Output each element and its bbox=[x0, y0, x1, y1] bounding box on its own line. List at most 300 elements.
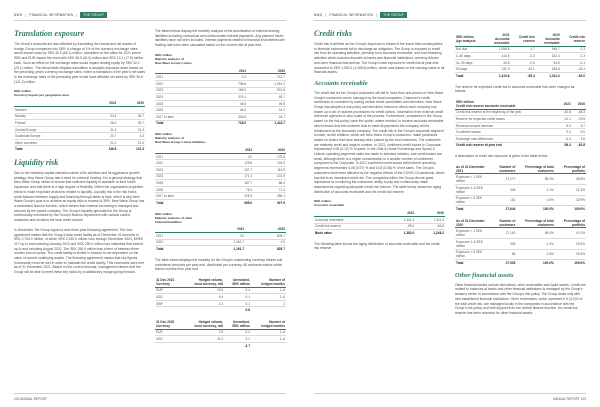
row-label: Exposure 1–5 SEK million bbox=[455, 238, 487, 249]
cell-value: Hedged volume, local currency, mill bbox=[183, 319, 225, 329]
cell-value: 176.8 bbox=[253, 153, 286, 160]
row-label: Reserve for expected credit losses bbox=[455, 116, 558, 123]
cell-value: 88.4 bbox=[253, 180, 286, 187]
cell-value: 98.4% bbox=[516, 228, 554, 239]
cell-value: 76.2 bbox=[220, 186, 253, 193]
data-table bbox=[155, 227, 286, 252]
cell-value: 26.4% bbox=[555, 249, 586, 260]
row-label: 2021 bbox=[155, 153, 220, 160]
cell-value: 1,161.7 bbox=[193, 239, 245, 246]
cell-value: 379.1 bbox=[216, 94, 247, 101]
table-row bbox=[14, 106, 145, 113]
cell-value: 1.2% bbox=[516, 238, 554, 249]
row-label: Confirmed losses bbox=[455, 129, 558, 136]
table-row bbox=[155, 186, 286, 193]
table-total-row bbox=[155, 120, 286, 126]
table-header-row bbox=[155, 277, 286, 287]
cell-value: Credit risk reserve bbox=[511, 32, 536, 46]
row-label: 31 Dec 2020 Currency bbox=[155, 319, 183, 329]
cell-value: 736.8 bbox=[216, 81, 247, 88]
table-futures-2021 bbox=[155, 277, 286, 313]
row-label: Exposure < 1 SEK million bbox=[455, 174, 487, 185]
cell-value: 121.3 bbox=[117, 146, 145, 152]
cell-value: 100.0% bbox=[516, 206, 554, 212]
paragraph: The following table shows the aging distribution of accounts receivable and the credit risk reserve. bbox=[314, 241, 440, 251]
table-row bbox=[155, 160, 286, 167]
cell-value: -0.3 bbox=[511, 53, 536, 60]
cell-value: 1,444.7 bbox=[247, 120, 286, 126]
cell-value: 0.3% bbox=[516, 249, 554, 260]
table-row bbox=[14, 113, 145, 120]
cell-value bbox=[251, 342, 286, 348]
cell-value: 100.0% bbox=[555, 206, 586, 212]
cell-value: 2020 bbox=[253, 147, 286, 153]
table-total-row bbox=[155, 307, 286, 313]
cell-value: 2021 bbox=[90, 100, 118, 106]
table-total-row bbox=[155, 199, 286, 205]
row-label: 2027 or later bbox=[155, 193, 220, 200]
table-row bbox=[155, 329, 286, 336]
cell-value: 46.0 bbox=[216, 107, 247, 114]
row-label: Total bbox=[455, 72, 486, 78]
table-row bbox=[455, 238, 586, 249]
cell-value bbox=[183, 342, 225, 348]
table-row bbox=[455, 129, 586, 136]
table-row bbox=[155, 180, 286, 187]
data-table bbox=[155, 277, 286, 313]
cell-value: 49.8 bbox=[247, 100, 286, 107]
row-label: Central Europe bbox=[14, 126, 90, 133]
cell-value: 4.1 bbox=[224, 336, 251, 343]
cell-value: -45.1 bbox=[561, 66, 586, 73]
row-label: Total bbox=[455, 260, 487, 266]
cell-value: -2.3 bbox=[561, 53, 586, 60]
row-label: Exposure < 1 SEK million bbox=[455, 228, 487, 239]
paragraph: Other financial assets include derivatives, other receivables and liquid assets. Credit risk related to balances at banks and other financial institutions is managed by the Group's treasury center in accordance with the Group's risk policy. The Group deals only with well-established financial institutions. Other receivables, which represent 6.9 (4.2)% of the total credit risk, are managed locally in the companies in accordance with the Group's risk policy and with support from the central finance function. No credit risk reserve has been recorded for other financial assets. bbox=[455, 282, 586, 315]
table-row bbox=[155, 294, 286, 301]
cell-value: 215.3 bbox=[220, 193, 253, 200]
cell-value: 45.7 bbox=[117, 113, 145, 120]
cell-value: -0.5 bbox=[511, 59, 536, 66]
cell-value: 927.9 bbox=[253, 199, 286, 205]
table-total-row bbox=[455, 260, 586, 266]
cell-value: Number of customers bbox=[487, 218, 516, 228]
row-label: Accounts receivable bbox=[314, 216, 386, 223]
heading-other-financial-assets: Other financial assets bbox=[455, 271, 514, 279]
row-label: Total bbox=[155, 246, 193, 252]
table-row bbox=[155, 193, 286, 200]
cell-value: 2021 Accounts receivable bbox=[486, 32, 511, 46]
cell-value: 34.4 bbox=[90, 113, 118, 120]
cell-value: 712.7 bbox=[247, 74, 286, 81]
cell-value: Percentage of portfolio bbox=[555, 164, 586, 174]
row-label: 2022 bbox=[155, 81, 216, 88]
table-row bbox=[155, 300, 286, 307]
table-total-row bbox=[455, 72, 586, 78]
table-row bbox=[14, 126, 145, 133]
cell-value: 2020 bbox=[245, 227, 286, 233]
table-other-liabilities bbox=[155, 212, 286, 252]
cell-value: -2.3 bbox=[561, 46, 586, 53]
cell-value: 0.3 bbox=[216, 74, 247, 81]
row-label: Not due bbox=[455, 46, 486, 53]
row-label: Other countries bbox=[14, 139, 90, 146]
cell-value: 0.1 bbox=[224, 300, 251, 307]
table-row bbox=[455, 116, 586, 123]
cell-value: 107.7 bbox=[220, 166, 253, 173]
paragraph: Credit risk is defined as the Group's exposure to losses in the event that counterparties to financial instruments fail to discharge an obligation. The Group is exposed to credit risk from its operating activities, primarily from accounts receivable, and from financing activities which includes deposits at banks and financial institutions, currency futures and other financial instruments. The Group's total exposure to credit risk at year-end amounted to SEK 1,391.0 (1,408.8) million, which was based on the carrying value of all financial assets. bbox=[314, 42, 445, 75]
cell-value: 2.1 bbox=[183, 300, 225, 307]
cell-value: 1,413.6 bbox=[486, 72, 511, 78]
paragraph: The Group's accounts are also affected by translating the results and net assets of foreign Group companies into SEK. A change of 1% of the currency exchange rates would impact sales by SEK 40.9 (45.1) million, calculated on the sales for 2021 where SEK and EUR impact the most with SEK 36.9 (40.0) million and SEK 13.1 (17.5) million each. Such an effect on the exchange rates would impact closing equity by SEK 32.2 (29.1) million. The below table displays translation to analysis exposure when based on the preceding year's currency exchange rates, where a translation of the year's net sales to the exchange rates of the preceding year would have affected net sales by SEK 36.6 (121.3) million. bbox=[14, 42, 146, 84]
paragraph: A description of credit risk exposure is given in the table below. bbox=[455, 154, 548, 159]
table-total-row bbox=[314, 230, 445, 236]
cell-value: Unrealized, SEK million bbox=[224, 319, 251, 329]
cell-value: 2.5 bbox=[183, 329, 225, 336]
row-label bbox=[155, 307, 183, 313]
cell-value: 2020 bbox=[415, 210, 445, 216]
cell-value: 9.3 bbox=[558, 129, 572, 136]
table-row bbox=[155, 336, 286, 343]
cell-value: 86 bbox=[487, 249, 516, 260]
row-label: 2026 bbox=[155, 186, 220, 193]
cell-value: 0.4 bbox=[224, 287, 251, 294]
cell-value: 2021 bbox=[558, 99, 572, 109]
table-row bbox=[314, 223, 445, 230]
cell-value: -49.1 bbox=[511, 66, 536, 73]
table-row bbox=[314, 216, 445, 223]
cell-value: 1,058.8 bbox=[486, 46, 511, 53]
paragraph: In December, the Group signed a new three-year financing agreement. The new agreement means that the Group's total credit facility as of December 31 amounts to SEK 2,700.0 million, of which SEK 2,150.0 million runs through December 2024, MSEK 217 up to and including January 2024 and SEK 250.0 million has maturities that extend up to and including August 2022. The SEK 250.0 million has a term of between three months and six years. The credit facility is limited in amount to not dependent on the value of current underlying assets. The financing agreement means that key figures (covenants) must be met in order to maintain the credit facility. This covenants were met as of 31 December 2021. Based on the current forecast, management deems that the Group will be able to meet these key ratios by a satisfactory margin going forward. bbox=[14, 227, 144, 275]
heading-credit-risks: Credit risks bbox=[314, 29, 353, 38]
header-current: THE GROUP bbox=[380, 12, 407, 18]
cell-value: Hedged volume, local currency, mill bbox=[183, 277, 225, 287]
row-label: Exposure > 5 SEK million bbox=[455, 249, 487, 260]
data-table bbox=[455, 32, 586, 79]
cell-value: 2021 bbox=[193, 227, 245, 233]
table-header-row bbox=[155, 319, 286, 329]
cell-value: 1–6 bbox=[251, 329, 286, 336]
cell-value: 306 bbox=[487, 185, 516, 196]
row-label: 2026 bbox=[155, 107, 216, 114]
row-label: SEK million Age analysis bbox=[455, 32, 486, 46]
table-row bbox=[455, 174, 586, 185]
paragraph: The reserve for expected credit risk in accounts receivable has been changed as follows: bbox=[455, 84, 575, 94]
table-currency-impact bbox=[14, 89, 145, 152]
table-row bbox=[14, 139, 145, 146]
cell-value: 71.3 bbox=[253, 186, 286, 193]
table-row bbox=[155, 153, 286, 160]
cell-value: 2020 bbox=[247, 68, 286, 74]
cell-value: 3.3 bbox=[117, 133, 145, 140]
table-row bbox=[14, 133, 145, 140]
row-label: Exposure > 5 SEK million bbox=[455, 195, 487, 206]
paragraph: The credit risk for the Group's customers will fall to more than one-person of New Wave Group's customers and is managed by the local companies. Customer's credit-worthiness is controlled by having central credit committees and directives. New Wave Group has adopted a risk policy and directives, based on which each company has drawn up a set of routines procedures for credit control. Information from external credit reference agencies is also a part of the process. Furthermore, companies in the Group, based on the risk policy, have the option, where needed, to receive accounts receivable which means that the customer fails to meet its payments the company will be reimbursed by the insurance company. The credit risk in the Group's corporate segment is lower, as the retailers, which are New Wave Group's customers, make purchases based on orders that have already been placed by the end customers. The customers are relatively small and large in number. In 2021, confirmed credit losses in Corporate represented 0.00 (0.12) % of sales. In the Gifts & Home Furnishings and Sports & Leisure operating segments sales are made to selected retailers, and credit losses are small, although there is a higher concentration to a smaller number of customers compared to the Corporate. In 2021 confirmed credit losses within these operating segments represented 0.08 (0.97) % and 0.03 (0.58) % of net sales. The Group's customers have been affected by the negative effects of the COVID-19 pandemic, which has led to an increased credit risk. The companies within the Group devote great importance to monitoring the customers' ability to pay and continuously make assessments regarding adequate credit risk reserve. The table below shows the aging distribution of accounts receivable and the credit risk reserve. bbox=[314, 90, 445, 194]
row-label: 2023 bbox=[155, 87, 216, 94]
paragraph: The tables below display the maturity analysis of the amortization of interest-bearing liabilities including contractual and undiscounted interest payments. Any planned future liabilities have not been included. Interest payments related to financial instruments with floating rate have been calculated based on the current rate at year-end. bbox=[155, 29, 285, 48]
row-label: 31 Dec 2021 Currency bbox=[155, 277, 183, 287]
table-loans-maturity bbox=[155, 53, 286, 126]
page-footer: 102 ANNUAL REPORT bbox=[14, 393, 286, 401]
cell-value: -62.0 bbox=[561, 72, 586, 78]
table-header-row bbox=[455, 218, 586, 228]
table-row bbox=[455, 109, 586, 116]
row-label: 2022 bbox=[155, 160, 220, 167]
table-row bbox=[155, 233, 286, 240]
table-row bbox=[455, 135, 586, 142]
row-label: Total bbox=[14, 146, 90, 152]
page-footer: ANNUAL REPORT 103 bbox=[314, 393, 586, 401]
table-row bbox=[455, 249, 586, 260]
table-row bbox=[155, 239, 286, 246]
cell-value bbox=[183, 307, 225, 313]
table-row bbox=[455, 53, 586, 60]
table-caption: SEK million Maturity analysis of New Wave Group's lease liabilities bbox=[155, 132, 206, 145]
row-label: Finland bbox=[14, 120, 90, 127]
table-row bbox=[455, 228, 586, 239]
cell-value: -0.1 bbox=[561, 59, 586, 66]
cell-value: Unrealized, SEK million bbox=[224, 277, 251, 287]
table-row bbox=[455, 195, 586, 206]
cell-value: 1 bbox=[251, 300, 286, 307]
cell-value: 1.1% bbox=[516, 185, 554, 196]
data-table bbox=[455, 164, 586, 212]
cell-value: 1–6 bbox=[251, 294, 286, 301]
cell-value: 33.7 bbox=[117, 120, 145, 127]
cell-value: 31.2 bbox=[183, 336, 225, 343]
cell-value: -62.8 bbox=[558, 109, 572, 116]
right-page bbox=[300, 0, 600, 407]
row-label: 2027 or later bbox=[155, 113, 216, 120]
table-row bbox=[155, 74, 286, 81]
cell-value: 20.7 bbox=[90, 133, 118, 140]
cell-value: -59.4 bbox=[558, 142, 572, 148]
cell-value: 0.6 bbox=[224, 307, 251, 313]
cell-value: 47.0% bbox=[555, 228, 586, 239]
cell-value: 156.8 bbox=[536, 66, 561, 73]
cell-value: 129.8 bbox=[220, 160, 253, 167]
cell-value: 54.5 bbox=[536, 59, 561, 66]
cell-value: 5.0 bbox=[572, 129, 586, 136]
data-table bbox=[155, 68, 286, 126]
cell-value: 46.5 bbox=[216, 100, 247, 107]
cell-value: 1,382.0 bbox=[386, 230, 416, 236]
cell-value: -59.4 bbox=[386, 223, 416, 230]
cell-value: 718.0 bbox=[216, 120, 247, 126]
cell-value: 100.0% bbox=[516, 260, 554, 266]
cell-value: 1,248.2 bbox=[415, 230, 445, 236]
table-total-row bbox=[155, 342, 286, 348]
cell-value: 134.9 bbox=[253, 160, 286, 167]
cell-value: 27,177 bbox=[487, 174, 516, 185]
table-total-row bbox=[14, 146, 145, 152]
cell-value: Number of hedged months bbox=[251, 319, 286, 329]
cell-value: 1,311.3 bbox=[536, 72, 561, 78]
row-label: As of 31 December 2020 bbox=[455, 218, 487, 228]
row-label: 31–90 days bbox=[455, 59, 486, 66]
cell-value: 339 bbox=[487, 238, 516, 249]
table-row bbox=[455, 66, 586, 73]
cell-value: 27,644 bbox=[487, 206, 516, 212]
cell-value: 136.6 bbox=[90, 146, 118, 152]
cell-value bbox=[251, 307, 286, 313]
header-chapter: FINANCIAL INFORMATION bbox=[29, 13, 74, 17]
table-row bbox=[455, 59, 586, 66]
cell-value: 6.7 bbox=[572, 122, 586, 129]
row-label: 2024 bbox=[155, 173, 220, 180]
table-exposure-2021 bbox=[455, 164, 586, 212]
cell-value: 0.6% bbox=[516, 195, 554, 206]
row-label: Southeast Europe bbox=[14, 133, 90, 140]
cell-value: 0.0 bbox=[245, 239, 286, 246]
table-row bbox=[155, 173, 286, 180]
cell-value: 921.6 bbox=[247, 87, 286, 94]
cell-value: 44.2 bbox=[247, 107, 286, 114]
cell-value: Percentage of total customers bbox=[516, 218, 554, 228]
cell-value: 968.0 bbox=[220, 199, 253, 205]
cell-value: -62.8 bbox=[572, 142, 586, 148]
table-lease-maturity bbox=[155, 132, 286, 205]
row-label: Total bbox=[455, 206, 487, 212]
row-label: 2021 bbox=[155, 233, 193, 240]
table-total-row bbox=[155, 246, 286, 252]
cell-value: 31.4 bbox=[90, 126, 118, 133]
row-label: Exposure 1–5 SEK million bbox=[455, 185, 487, 196]
cell-value: 167.7 bbox=[220, 180, 253, 187]
cell-value: 1–6 bbox=[251, 287, 286, 294]
row-label: Book value bbox=[314, 230, 386, 236]
cell-value: 825.7 bbox=[245, 233, 286, 240]
table-header-row bbox=[455, 99, 586, 109]
cell-value: 131.9 bbox=[486, 66, 511, 73]
cell-value: 9.4 bbox=[183, 294, 225, 301]
row-label: Total bbox=[155, 120, 216, 126]
row-label: SEK million Credit risk reserve accounts receivable bbox=[455, 99, 558, 109]
cell-value: 34.8 bbox=[486, 59, 511, 66]
table-row bbox=[14, 120, 145, 127]
cell-value: -0.4 bbox=[558, 135, 572, 142]
cell-value: -55.4 bbox=[511, 72, 536, 78]
table-row bbox=[155, 113, 286, 120]
data-table bbox=[314, 210, 445, 235]
right-col-1 bbox=[314, 29, 445, 321]
cell-value: 31.3 bbox=[117, 126, 145, 133]
cell-value: 343.6 bbox=[216, 113, 247, 120]
data-table bbox=[455, 218, 586, 266]
row-label: 2022 bbox=[155, 239, 193, 246]
table-row bbox=[155, 87, 286, 94]
row-label: Exchange rate differences bbox=[455, 135, 558, 142]
table-row bbox=[455, 122, 586, 129]
data-table bbox=[14, 100, 145, 152]
cell-value: 8.5 bbox=[558, 122, 572, 129]
cell-value: 21.1 bbox=[90, 139, 118, 146]
row-label: Sweden bbox=[14, 106, 90, 113]
cell-value: 0.1 bbox=[224, 294, 251, 301]
cell-value: Percentage of total customers bbox=[516, 164, 554, 174]
cell-value: 144.5 bbox=[486, 53, 511, 60]
cell-value: 114.9 bbox=[253, 166, 286, 173]
cell-value: Percentage of portfolio bbox=[555, 218, 586, 228]
row-label: 2025 bbox=[155, 180, 220, 187]
row-label: Credit risk reserve at year end bbox=[455, 142, 558, 148]
row-label: 1–30 days bbox=[455, 53, 486, 60]
row-label: EUR bbox=[155, 287, 183, 294]
cell-value: Number of customers bbox=[487, 164, 516, 174]
cell-value: 169.0 bbox=[216, 87, 247, 94]
row-label: USD bbox=[155, 336, 183, 343]
table-row bbox=[455, 185, 586, 196]
cell-value: 21.3 bbox=[117, 139, 145, 146]
row-label: Credit risk reserve at the beginning of the year bbox=[455, 109, 558, 116]
cell-value: Credit risk reserve bbox=[561, 32, 586, 46]
data-table bbox=[155, 319, 286, 348]
right-col-2 bbox=[455, 29, 586, 321]
cell-value: 2021 bbox=[386, 210, 416, 216]
cell-value: 256.1 bbox=[253, 193, 286, 200]
left-col-1 bbox=[14, 29, 145, 354]
cell-value: 2020 bbox=[117, 100, 145, 106]
data-table bbox=[455, 99, 586, 148]
cell-value: 101.9 bbox=[253, 173, 286, 180]
paragraph: The table below displays the maturity for the Group's outstanding currency futures sub considered amounts per year-end, distributed per currency. All contracts mature within twelve months from year end. bbox=[155, 257, 283, 272]
cell-value: 98.3% bbox=[516, 174, 554, 185]
left-col-2 bbox=[155, 29, 286, 354]
paragraph: Due to the relatively capital-intensive nature of its activities and its aggressive growth strategy, New Wave Group has a need for external funding. It is a general strategy that New Wave Group seeks to ensure that sufficient liquidity is available to fund future expansion and that there is a high degree of flexibility. Within the organization expertise exists to make important decisions related to liquidity. Liquidity risk is the risk that a small balance between supply and financing through debts is kept, which is why New Wave Group's goal is to achieve an equity ratio in excess of 30%. New Wave Group has a centralized finance function, which means that external borrowing is managed and secured by the parent company. The Group's liquidity generated in the Group is continuously monitored by the Group's finance department with various control measures and monitors the total credit volume. bbox=[14, 171, 145, 223]
table-header-row bbox=[455, 164, 586, 174]
cell-value: 0.0 bbox=[220, 153, 253, 160]
cell-value: -48.3 bbox=[572, 109, 586, 116]
table-caption: SEK million Maturity analysis of New Wave Group's loans bbox=[155, 52, 192, 65]
cell-value: 13.6 bbox=[183, 287, 225, 294]
row-label: As of 31 December 2021 bbox=[455, 164, 487, 174]
cell-value: 825.7 bbox=[245, 246, 286, 252]
cell-value: 2021 bbox=[220, 147, 253, 153]
page-header: NWG | FINANCIAL INFORMATION | THE GROUP bbox=[314, 10, 586, 21]
table-caption: SEK million Accounts receivable bbox=[314, 199, 345, 208]
cell-value: -62.8 bbox=[415, 223, 445, 230]
cell-value: 0.4 bbox=[224, 329, 251, 336]
row-label: Norway bbox=[14, 113, 90, 120]
row-label: Credit risk reserve bbox=[314, 223, 386, 230]
cell-value: 1–6 bbox=[251, 336, 286, 343]
table-row bbox=[155, 81, 286, 88]
table-futures-2020 bbox=[155, 319, 286, 348]
row-label: 2021 bbox=[155, 74, 216, 81]
table-total-row bbox=[455, 142, 586, 148]
cell-value: 2021 bbox=[216, 68, 247, 74]
table-row bbox=[155, 100, 286, 107]
heading-accounts-receivable: Accounts receivable bbox=[314, 79, 368, 87]
cell-value: 171.3 bbox=[220, 173, 253, 180]
row-label: Total bbox=[155, 199, 220, 205]
cell-value: 1,441.4 bbox=[386, 216, 416, 223]
cell-value: -3.7 bbox=[224, 342, 251, 348]
cell-value: -29.8 bbox=[572, 116, 586, 123]
cell-value: 25.6% bbox=[555, 238, 586, 249]
cell-value: – bbox=[90, 106, 118, 113]
table-header-row bbox=[455, 32, 586, 46]
header-current: THE GROUP bbox=[80, 12, 107, 18]
row-label: EUR bbox=[155, 329, 183, 336]
cell-value: Number of hedged months bbox=[251, 277, 286, 287]
table-credit-reserve bbox=[455, 99, 586, 148]
cell-value: 152.3 bbox=[536, 53, 561, 60]
row-label: 2023 bbox=[155, 166, 220, 173]
cell-value: 1,311.0 bbox=[415, 216, 445, 223]
cell-value: 100.0% bbox=[555, 260, 586, 266]
table-exposure-2020 bbox=[455, 218, 586, 266]
